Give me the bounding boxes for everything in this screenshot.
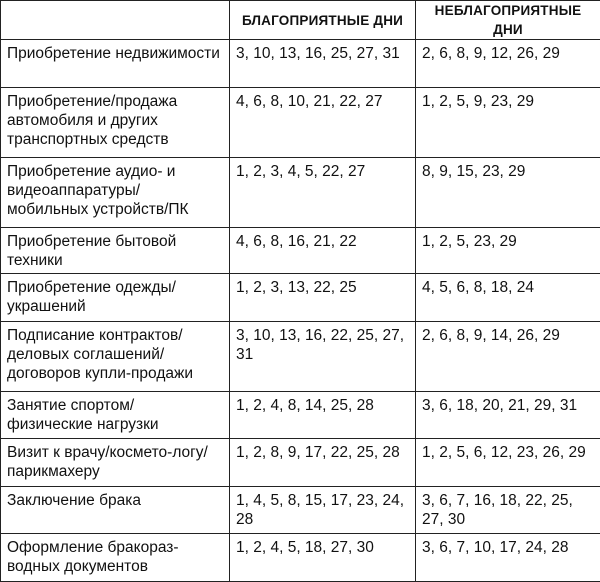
activity-cell: Приобретение бытовой техники (1, 227, 230, 274)
activity-cell: Визит к врачу/космето-логу/ парикмахеру (1, 439, 230, 487)
table-row (1, 439, 600, 487)
activity-cell: Заключение брака (1, 486, 230, 534)
activity-cell: Занятие спортом/ физические нагрузки (1, 391, 230, 439)
favorable-days-cell: 1, 2, 8, 9, 17, 22, 25, 28 (230, 439, 416, 487)
table-row (1, 486, 600, 534)
favorable-days-cell: 1, 2, 4, 8, 14, 25, 28 (230, 391, 416, 439)
table-row (1, 227, 600, 274)
favorable-days-cell: 3, 10, 13, 16, 25, 27, 31 (230, 40, 416, 88)
unfavorable-days-cell: 8, 9, 15, 23, 29 (416, 157, 600, 227)
unfavorable-days-cell: 1, 2, 5, 6, 12, 23, 26, 29 (416, 439, 600, 487)
table-row (1, 274, 600, 322)
activity-cell: Приобретение недвижимости (1, 40, 230, 88)
unfavorable-days-cell: 3, 6, 18, 20, 21, 29, 31 (416, 391, 600, 439)
favorable-days-cell: 1, 2, 4, 5, 18, 27, 30 (230, 534, 416, 582)
activity-cell: Оформление бракораз-водных документов (1, 534, 230, 582)
header-unfavorable-days: НЕБЛАГОПРИЯТНЫЕ ДНИ (416, 1, 600, 40)
unfavorable-days-cell: 2, 6, 8, 9, 12, 26, 29 (416, 40, 600, 88)
table-row (1, 321, 600, 391)
favorable-days-cell: 1, 2, 3, 4, 5, 22, 27 (230, 157, 416, 227)
favorable-days-cell: 4, 6, 8, 16, 21, 22 (230, 227, 416, 274)
unfavorable-days-cell: 1, 2, 5, 23, 29 (416, 227, 600, 274)
activity-cell: Подписание контрактов/ деловых соглашений/ договоров купли-продажи (1, 321, 230, 391)
activity-cell: Приобретение/продажа автомобиля и других транспортных средств (1, 88, 230, 158)
table-row (1, 88, 600, 158)
favorable-days-cell: 1, 4, 5, 8, 15, 17, 23, 24, 28 (230, 486, 416, 534)
header-favorable-days: БЛАГОПРИЯТНЫЕ ДНИ (230, 1, 416, 40)
unfavorable-days-cell: 3, 6, 7, 10, 17, 24, 28 (416, 534, 600, 582)
table-row (1, 534, 600, 582)
activity-cell: Приобретение аудио- и видеоаппаратуры/ мобильных устройств/ПК (1, 157, 230, 227)
table-row (1, 157, 600, 227)
activity-cell: Приобретение одежды/ украшений (1, 274, 230, 322)
unfavorable-days-cell: 2, 6, 8, 9, 14, 26, 29 (416, 321, 600, 391)
header-activity (1, 1, 230, 40)
favorable-days-cell: 4, 6, 8, 10, 21, 22, 27 (230, 88, 416, 158)
table-header-row (1, 1, 600, 40)
table-row (1, 40, 600, 88)
unfavorable-days-cell: 4, 5, 6, 8, 18, 24 (416, 274, 600, 322)
unfavorable-days-cell: 3, 6, 7, 16, 18, 22, 25, 27, 30 (416, 486, 600, 534)
favorable-days-cell: 3, 10, 13, 16, 22, 25, 27, 31 (230, 321, 416, 391)
table-row (1, 391, 600, 439)
favorable-days-cell: 1, 2, 3, 13, 22, 25 (230, 274, 416, 322)
unfavorable-days-cell: 1, 2, 5, 9, 23, 29 (416, 88, 600, 158)
